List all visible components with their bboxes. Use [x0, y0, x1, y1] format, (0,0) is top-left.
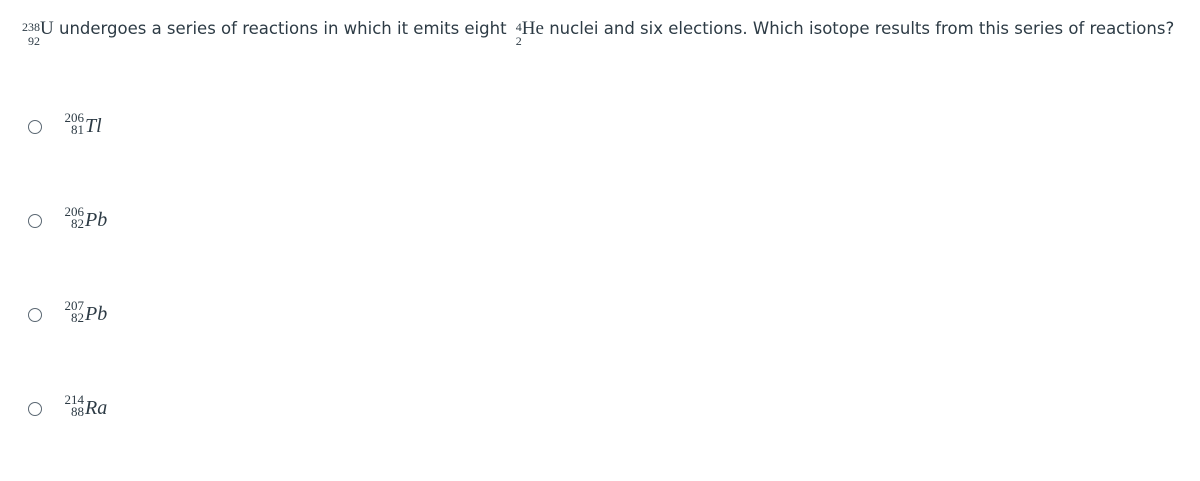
mass-number: 206 [64, 110, 84, 125]
radio-button[interactable] [28, 402, 42, 416]
atomic-number: 88 [71, 404, 84, 419]
uranium-atomic-number: 92 [28, 34, 40, 48]
mass-number: 214 [64, 392, 84, 407]
atomic-number: 82 [71, 310, 84, 325]
uranium-mass-number: 238 [22, 20, 40, 34]
question-text-part1: undergoes a series of reactions in which it emits eight [58, 19, 507, 38]
atomic-number: 81 [71, 122, 84, 137]
atomic-number: 82 [71, 216, 84, 231]
mass-number: 206 [64, 204, 84, 219]
mass-number: 207 [64, 298, 84, 313]
radio-button[interactable] [28, 308, 42, 322]
question-text [18, 14, 1193, 48]
answer-option-4[interactable] [28, 388, 328, 428]
answer-option-1[interactable] [28, 106, 328, 146]
radio-button[interactable] [28, 214, 42, 228]
question-text-part2: nuclei and six elections. Which isotope results from this series of reactions? [549, 19, 1175, 38]
helium-nuclide [512, 14, 544, 48]
helium-symbol: He [521, 18, 544, 39]
uranium-symbol: U [40, 18, 54, 39]
element-symbol: Pb [85, 303, 108, 325]
answer-option-3[interactable] [28, 294, 328, 334]
radio-button[interactable] [28, 120, 42, 134]
element-symbol: Ra [85, 397, 108, 419]
helium-mass-number: 4 [515, 20, 522, 34]
element-symbol: Tl [85, 115, 102, 137]
element-symbol: Pb [85, 209, 108, 231]
uranium-nuclide [18, 14, 54, 48]
helium-atomic-number: 2 [515, 34, 522, 48]
answer-option-2[interactable] [28, 200, 328, 240]
